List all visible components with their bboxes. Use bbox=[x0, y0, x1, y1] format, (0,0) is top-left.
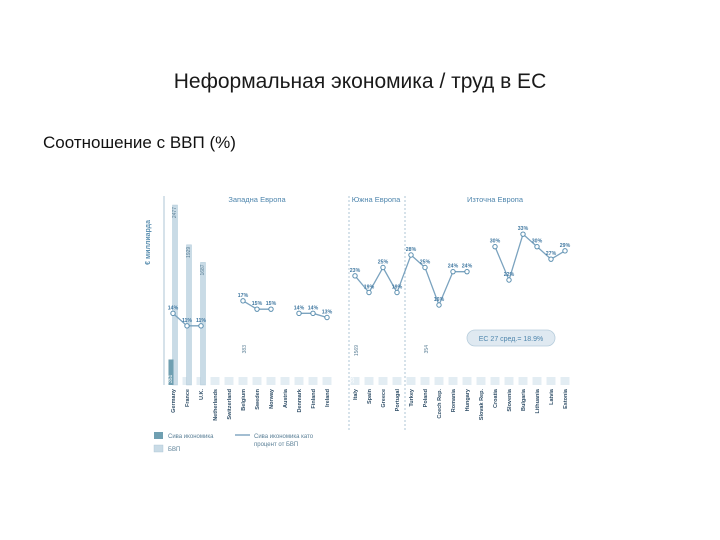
pct-point-label: 22% bbox=[503, 272, 515, 278]
category-base-band bbox=[239, 377, 248, 385]
pct-point bbox=[367, 290, 371, 294]
pct-point bbox=[535, 244, 539, 248]
pct-point-label: 19% bbox=[391, 284, 403, 291]
category-base-band bbox=[225, 377, 234, 385]
category-base-band bbox=[253, 377, 262, 385]
gdp-bar-label: 383 bbox=[242, 345, 248, 354]
x-tick-label: Czech Rep. bbox=[437, 389, 443, 419]
pct-point bbox=[269, 307, 273, 311]
shadow-economy-bar-label: 338 bbox=[350, 374, 356, 383]
pct-point bbox=[521, 232, 525, 236]
pct-point bbox=[325, 315, 329, 319]
category-base-band bbox=[477, 377, 486, 385]
x-tick-label: Hungary bbox=[465, 389, 471, 412]
x-tick-label: Finland bbox=[311, 389, 317, 409]
category-base-band bbox=[309, 377, 318, 385]
pct-point-label: 14% bbox=[167, 305, 179, 312]
pct-point bbox=[409, 253, 413, 257]
pct-point-label: 15% bbox=[265, 301, 277, 308]
x-tick-label: Ireland bbox=[325, 389, 331, 408]
x-tick-label: Belgium bbox=[241, 389, 247, 411]
region-header: Западна Европа bbox=[228, 195, 286, 204]
category-base-band bbox=[295, 377, 304, 385]
gdp-bar bbox=[172, 205, 177, 385]
pct-point bbox=[451, 269, 455, 273]
category-base-band bbox=[365, 377, 374, 385]
pct-point-label: 14% bbox=[307, 305, 319, 312]
pct-point bbox=[395, 290, 399, 294]
category-base-band bbox=[421, 377, 430, 385]
pct-point bbox=[199, 324, 203, 328]
pct-point-label: 13% bbox=[321, 309, 333, 316]
x-tick-label: Netherlands bbox=[213, 389, 219, 421]
slide-title: Неформальная экономика / труд в ЕС bbox=[173, 70, 547, 93]
category-base-band bbox=[435, 377, 444, 385]
category-base-band bbox=[379, 377, 388, 385]
pct-point-label: 16% bbox=[433, 297, 445, 303]
pct-point bbox=[549, 257, 553, 261]
category-base-band bbox=[561, 377, 570, 385]
legend-swatch-shadow-economy bbox=[154, 432, 163, 439]
pct-point-label: 23% bbox=[349, 267, 361, 274]
legend-label-pct-line: процент от БВП bbox=[254, 442, 299, 448]
gdp-bar-label: 354 bbox=[424, 345, 430, 354]
pct-point bbox=[381, 265, 385, 269]
x-tick-label: France bbox=[185, 389, 191, 408]
category-base-band bbox=[505, 377, 514, 385]
x-tick-label: Romania bbox=[451, 389, 457, 413]
pct-point-label: 25% bbox=[377, 259, 389, 266]
x-tick-label: Denmark bbox=[297, 389, 303, 413]
category-base-band bbox=[407, 377, 416, 385]
pct-point bbox=[507, 278, 511, 282]
category-base-band bbox=[491, 377, 500, 385]
pct-point bbox=[493, 244, 497, 248]
eu-average-label: ЕС 27 сред.= 18.9% bbox=[478, 336, 544, 343]
pct-point-label: 11% bbox=[195, 317, 207, 324]
x-tick-label: Latvia bbox=[549, 389, 555, 405]
pct-point-label: 29% bbox=[559, 242, 571, 249]
pct-point bbox=[423, 265, 427, 269]
pct-point-label: 24% bbox=[461, 263, 473, 270]
pct-point bbox=[437, 303, 441, 307]
pct-point-label: 33% bbox=[517, 226, 529, 233]
x-tick-label: Sweden bbox=[255, 389, 261, 410]
category-base-band bbox=[211, 377, 220, 385]
pct-point-label: 14% bbox=[293, 305, 305, 312]
category-base-band bbox=[519, 377, 528, 385]
region-header: Източна Европа bbox=[466, 195, 524, 204]
x-tick-label: Italy bbox=[353, 389, 359, 401]
pct-point bbox=[353, 274, 357, 278]
shadow-economy-chart bbox=[140, 190, 580, 460]
pct-point bbox=[465, 269, 469, 273]
legend-label-pct-line: Сива икономика като bbox=[254, 434, 314, 440]
pct-series-line bbox=[355, 255, 467, 305]
pct-point-label: 27% bbox=[545, 251, 557, 258]
x-tick-label: Switzerland bbox=[227, 389, 233, 420]
pct-point bbox=[241, 299, 245, 303]
x-tick-label: Lithuania bbox=[535, 389, 541, 414]
x-tick-label: Norway bbox=[269, 389, 275, 409]
x-tick-label: Spain bbox=[367, 389, 373, 404]
x-tick-label: Germany bbox=[171, 389, 177, 413]
category-base-band bbox=[281, 377, 290, 385]
x-tick-label: Greece bbox=[381, 389, 387, 408]
x-tick-label: Slovak Rep. bbox=[479, 389, 485, 421]
pct-point-label: 24% bbox=[447, 263, 459, 270]
pct-point bbox=[171, 311, 175, 315]
pct-point-label: 11% bbox=[181, 317, 193, 324]
x-tick-label: Bulgaria bbox=[521, 389, 527, 412]
region-header: Южна Европа bbox=[351, 195, 401, 204]
category-base-band bbox=[267, 377, 276, 385]
x-tick-label: Turkey bbox=[409, 389, 415, 407]
category-base-band bbox=[323, 377, 332, 385]
pct-point bbox=[185, 324, 189, 328]
chart-subtitle: Соотношение с ВВП (%) bbox=[43, 133, 236, 152]
pct-point bbox=[297, 311, 301, 315]
legend-label-gdp: БВП bbox=[168, 447, 181, 453]
legend-label-shadow-economy: Сива икономика bbox=[168, 434, 214, 440]
pct-point-label: 28% bbox=[405, 247, 417, 253]
pct-point-label: 30% bbox=[531, 238, 543, 245]
x-tick-label: Slovenia bbox=[507, 389, 513, 412]
category-base-band bbox=[393, 377, 402, 385]
gdp-bar bbox=[186, 245, 191, 385]
gdp-bar-label: 1569 bbox=[354, 345, 360, 357]
pct-point-label: 30% bbox=[489, 238, 501, 245]
legend-swatch-gdp bbox=[154, 445, 163, 452]
y-axis-label: € миллиарда bbox=[145, 220, 152, 265]
pct-point-label: 25% bbox=[419, 259, 431, 266]
pct-point bbox=[255, 307, 259, 311]
category-base-band bbox=[533, 377, 542, 385]
x-tick-label: Poland bbox=[423, 389, 429, 408]
gdp-bar-label: 2477 bbox=[172, 207, 178, 219]
category-base-band bbox=[547, 377, 556, 385]
gdp-bar-label: 1929 bbox=[186, 246, 192, 258]
pct-point bbox=[563, 249, 567, 253]
x-tick-label: U.K. bbox=[199, 389, 205, 400]
category-base-band bbox=[463, 377, 472, 385]
pct-point-label: 17% bbox=[237, 292, 249, 299]
category-base-band bbox=[449, 377, 458, 385]
shadow-economy-bar-label: 351 bbox=[168, 374, 174, 383]
x-tick-label: Austria bbox=[283, 389, 289, 408]
x-tick-label: Croatia bbox=[493, 389, 499, 408]
x-tick-label: Portugal bbox=[395, 389, 401, 412]
pct-point-label: 19% bbox=[363, 284, 375, 291]
pct-point bbox=[311, 311, 315, 315]
pct-point-label: 15% bbox=[251, 301, 263, 308]
gdp-bar-label: 1687 bbox=[200, 264, 206, 276]
x-tick-label: Estonia bbox=[563, 389, 569, 409]
